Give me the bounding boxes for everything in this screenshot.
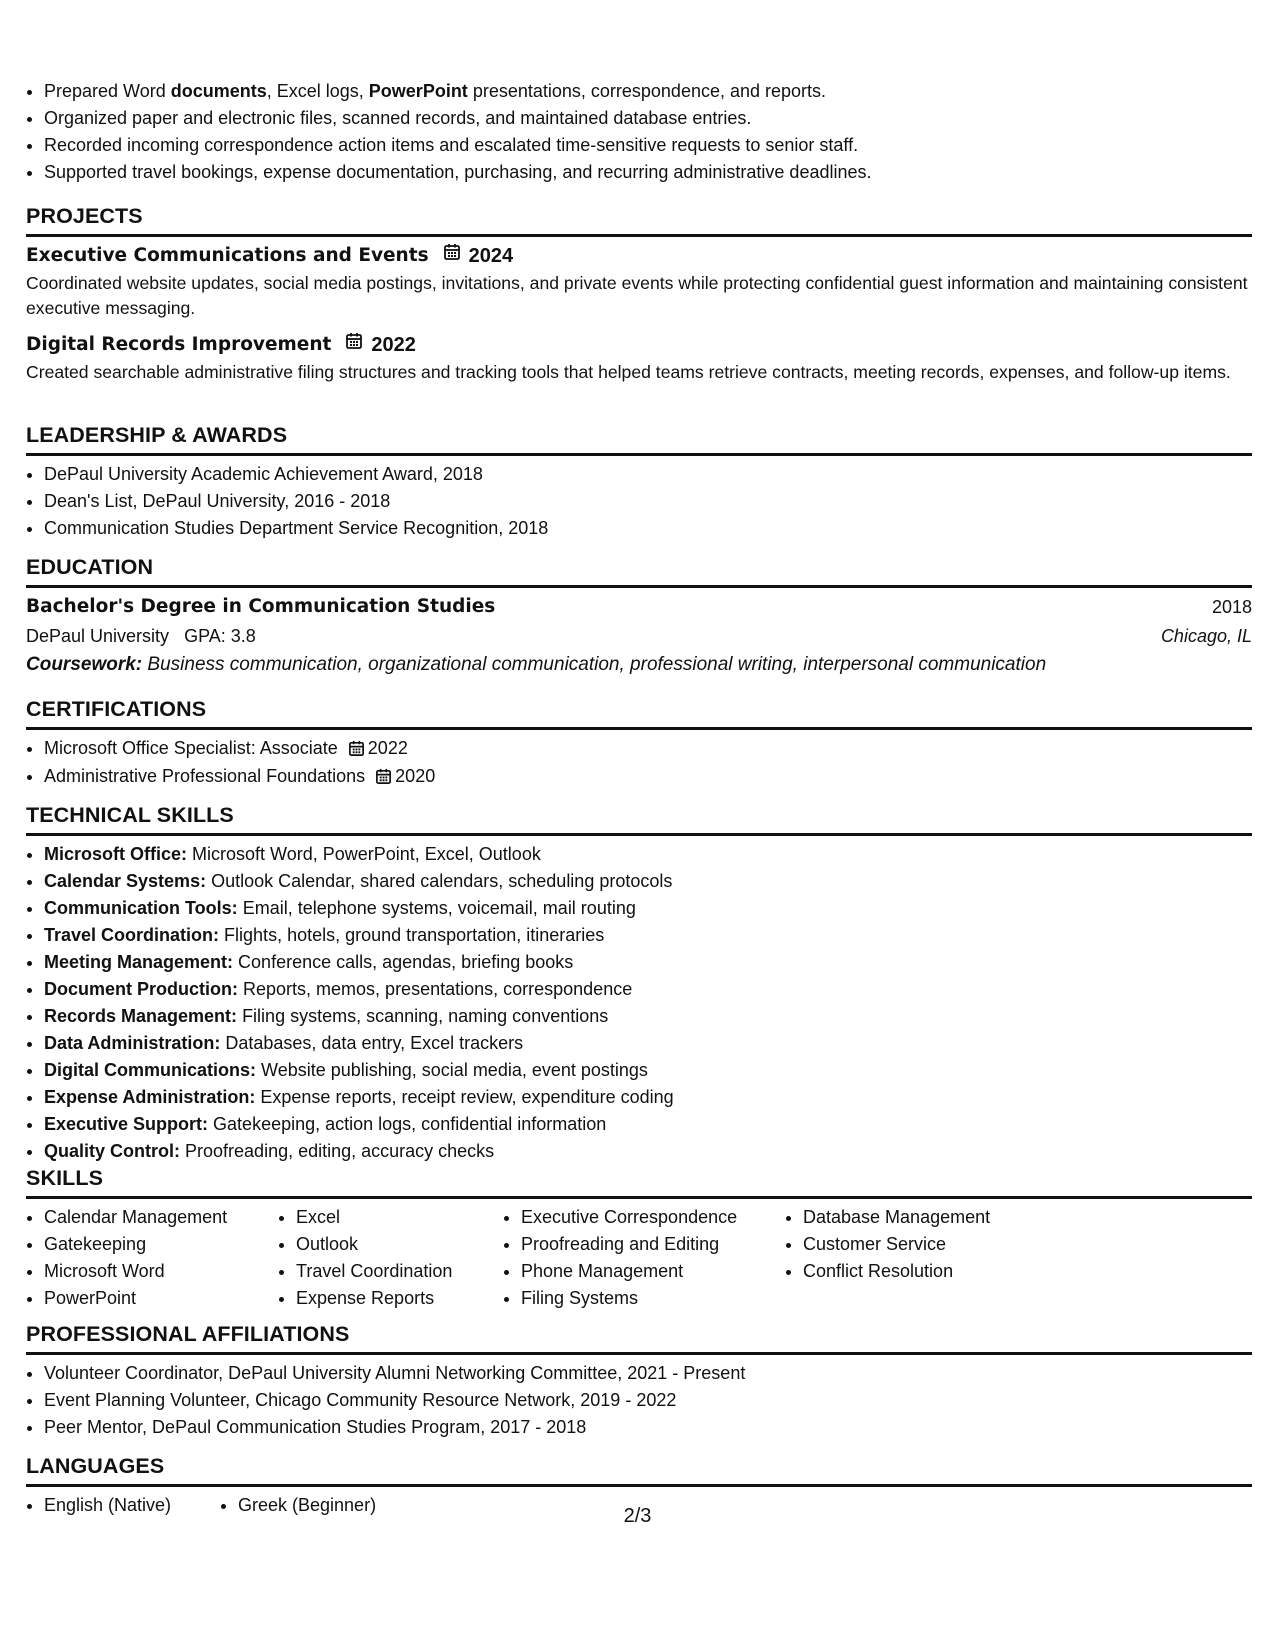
- affiliations-list: [26, 1360, 1252, 1441]
- technical-skills-list: [26, 841, 1252, 1165]
- section-heading: PROFESSIONAL AFFILIATIONS: [26, 1322, 1252, 1355]
- list-item: • Digital Communications: Website publishing, social media, event postings: [44, 1057, 1252, 1084]
- certification-name: Administrative Professional Foundations: [44, 765, 366, 786]
- list-item: • Peer Mentor, DePaul Communication Studies Program, 2017 - 2018: [44, 1414, 1252, 1441]
- project-year: 2024: [468, 245, 514, 267]
- projects-section: [26, 204, 1252, 385]
- coursework-text: Business communication, organizational communication, professional writing, interpersonal communication: [147, 654, 1047, 675]
- calendar-icon: [348, 736, 365, 763]
- leadership-section: [26, 423, 1252, 542]
- skills-column: [785, 1204, 1043, 1312]
- list-item: • Proofreading and Editing: [521, 1231, 767, 1258]
- school-row: [26, 623, 1252, 649]
- school-info: [26, 623, 256, 649]
- project-entry: [26, 243, 1252, 321]
- coursework-label: Coursework:: [26, 654, 143, 675]
- list-item: • Meeting Management: Conference calls, agendas, briefing books: [44, 949, 1252, 976]
- list-item: • Calendar Systems: Outlook Calendar, shared calendars, scheduling protocols: [44, 868, 1252, 895]
- graduation-year: 2018: [1211, 597, 1252, 617]
- section-heading: LANGUAGES: [26, 1454, 1252, 1487]
- calendar-icon: [345, 332, 363, 358]
- list-item: • Executive Correspondence: [521, 1204, 767, 1231]
- project-year: 2022: [371, 334, 416, 356]
- calendar-icon: [443, 243, 461, 269]
- list-item: • Travel Coordination: [296, 1258, 485, 1285]
- list-item: • Customer Service: [803, 1231, 1043, 1258]
- school-location: Chicago, IL: [1160, 626, 1252, 646]
- certification-year: 2020: [395, 765, 436, 786]
- list-item: • DePaul University Academic Achievement Award, 2018: [44, 461, 1252, 488]
- list-item: • Communication Studies Department Service Recognition, 2018: [44, 515, 1252, 542]
- project-title-row: [26, 243, 1252, 269]
- awards-list: [26, 461, 1252, 542]
- section-heading: EDUCATION: [26, 555, 1252, 588]
- school-name: DePaul University: [26, 626, 170, 646]
- certifications-section: [26, 697, 1252, 791]
- skills-column: [26, 1204, 260, 1312]
- degree-row: [26, 594, 1252, 620]
- list-item: [44, 735, 1252, 763]
- section-heading: TECHNICAL SKILLS: [26, 803, 1252, 836]
- coursework: [26, 652, 1252, 678]
- project-title-row: [26, 332, 1252, 358]
- list-item: • Excel: [296, 1204, 485, 1231]
- section-heading: LEADERSHIP & AWARDS: [26, 423, 1252, 456]
- skills-column: [503, 1204, 767, 1312]
- technical-skills-section: [26, 803, 1252, 1165]
- list-item: • Calendar Management: [44, 1204, 260, 1231]
- list-item: • Records Management: Filing systems, scanning, naming conventions: [44, 1003, 1252, 1030]
- skills-section: [26, 1166, 1252, 1312]
- education-section: [26, 555, 1252, 678]
- list-item: • Communication Tools: Email, telephone systems, voicemail, mail routing: [44, 895, 1252, 922]
- list-item: • Dean's List, DePaul University, 2016 - 2018: [44, 488, 1252, 515]
- list-item: • Recorded incoming correspondence action items and escalated time-sensitive requests to senior staff.: [44, 132, 1252, 159]
- certifications-list: [26, 735, 1252, 791]
- experience-bullets: [26, 78, 1252, 186]
- project-title: Executive Communications and Events: [26, 245, 429, 266]
- list-item: • Expense Administration: Expense reports, receipt review, expenditure coding: [44, 1084, 1252, 1111]
- list-item: • Phone Management: [521, 1258, 767, 1285]
- section-heading: PROJECTS: [26, 204, 1252, 237]
- affiliations-section: [26, 1322, 1252, 1441]
- certification-name: Microsoft Office Specialist: Associate: [44, 738, 338, 758]
- list-item: • Greek (Beginner): [238, 1492, 376, 1519]
- degree-title: Bachelor's Degree in Communication Studies: [26, 596, 496, 617]
- list-item: [44, 763, 1252, 791]
- list-item: • Volunteer Coordinator, DePaul University Alumni Networking Committee, 2021 - Present: [44, 1360, 1252, 1387]
- list-item: • Supported travel bookings, expense documentation, purchasing, and recurring administrative deadlines.: [44, 159, 1252, 186]
- certification-year: 2022: [367, 738, 408, 758]
- list-item: • Data Administration: Databases, data entry, Excel trackers: [44, 1030, 1252, 1057]
- calendar-icon: [375, 764, 392, 791]
- list-item: • Document Production: Reports, memos, presentations, correspondence: [44, 976, 1252, 1003]
- gpa: GPA: 3.8: [184, 626, 256, 646]
- list-item: • Executive Support: Gatekeeping, action logs, confidential information: [44, 1111, 1252, 1138]
- list-item: • Outlook: [296, 1231, 485, 1258]
- list-item: • Microsoft Word: [44, 1258, 260, 1285]
- section-heading: CERTIFICATIONS: [26, 697, 1252, 730]
- list-item: • Gatekeeping: [44, 1231, 260, 1258]
- skills-columns: [26, 1204, 1252, 1312]
- list-item: • PowerPoint: [44, 1285, 260, 1312]
- skills-column: [278, 1204, 485, 1312]
- project-description: Coordinated website updates, social media postings, invitations, and private events while protecting confidential guest information and maintaining consistent executive messaging.: [26, 273, 1248, 318]
- project-description: Created searchable administrative filing structures and tracking tools that helped teams retrieve contracts, meeting records, expenses, and follow-up items.: [26, 362, 1231, 382]
- list-item: • English (Native): [44, 1492, 202, 1519]
- section-heading: SKILLS: [26, 1166, 1252, 1199]
- list-item: • Organized paper and electronic files, scanned records, and maintained database entries.: [44, 105, 1252, 132]
- list-item: • Database Management: [803, 1204, 1043, 1231]
- list-item: • Event Planning Volunteer, Chicago Community Resource Network, 2019 - 2022: [44, 1387, 1252, 1414]
- page-number: 2/3: [623, 1505, 652, 1527]
- list-item: • Expense Reports: [296, 1285, 485, 1312]
- project-title: Digital Records Improvement: [26, 334, 332, 355]
- list-item: • Microsoft Office: Microsoft Word, PowerPoint, Excel, Outlook: [44, 841, 1252, 868]
- project-entry: [26, 332, 1252, 385]
- list-item: • Prepared Word documents, Excel logs, PowerPoint presentations, correspondence, and reports.: [44, 78, 1252, 105]
- list-item: • Quality Control: Proofreading, editing, accuracy checks: [44, 1138, 1252, 1165]
- list-item: • Conflict Resolution: [803, 1258, 1043, 1285]
- list-item: • Filing Systems: [521, 1285, 767, 1312]
- list-item: • Travel Coordination: Flights, hotels, ground transportation, itineraries: [44, 922, 1252, 949]
